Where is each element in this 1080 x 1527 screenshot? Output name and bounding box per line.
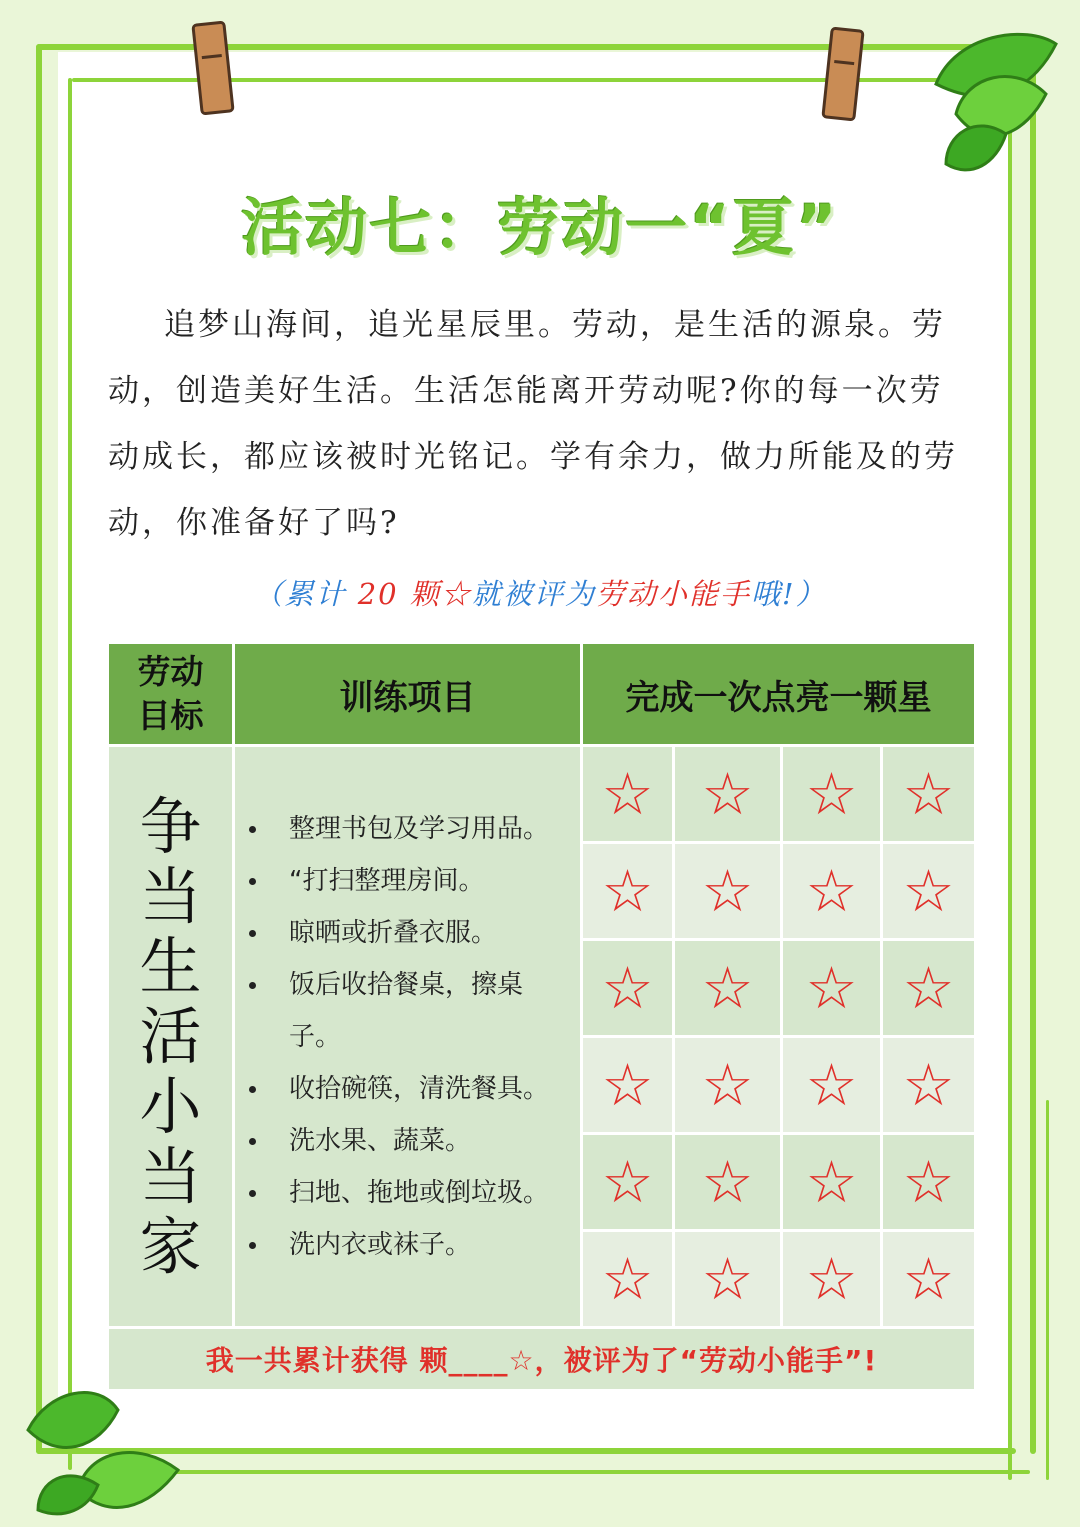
star-cell[interactable] xyxy=(882,746,976,843)
star-cell[interactable] xyxy=(782,746,882,843)
star-cell[interactable] xyxy=(582,1231,674,1328)
list-item: 洗水果、蔬菜。 xyxy=(289,1115,580,1167)
star-icon: ☆ xyxy=(805,1051,858,1119)
star-icon: ☆ xyxy=(601,760,654,828)
list-item: 洗内衣或袜子。 xyxy=(289,1219,580,1271)
star-icon: ☆ xyxy=(805,1148,858,1216)
goal-char: 生 xyxy=(139,929,202,1003)
note-mid: 就被评为 xyxy=(471,577,596,611)
intro-paragraph: 追梦山海间，追光星辰里。劳动，是生活的源泉。劳动，创造美好生活。生活怎能离开劳动呢?你的每一次劳动成长，都应该被时光铭记。学有余力，做力所能及的劳动，你准备好了吗? xyxy=(108,307,958,541)
star-icon: ☆ xyxy=(601,1148,654,1216)
star-cell[interactable] xyxy=(882,1231,976,1328)
star-icon: ☆ xyxy=(701,760,754,828)
frame-line xyxy=(90,1470,1030,1474)
table-row xyxy=(108,746,976,843)
star-icon: ☆ xyxy=(902,1148,955,1216)
item-list xyxy=(235,803,580,1271)
star-icon: ☆ xyxy=(701,857,754,925)
page-title: 活动七：劳动一“夏” xyxy=(241,191,839,264)
reward-note xyxy=(0,572,1080,613)
list-item: 整理书包及学习用品。 xyxy=(289,803,580,855)
star-cell[interactable] xyxy=(582,1037,674,1134)
leaf-cluster-icon xyxy=(916,24,1066,184)
star-cell[interactable] xyxy=(674,940,782,1037)
table-header-row xyxy=(108,643,976,746)
header-stars: 完成一次点亮一颗星 xyxy=(582,643,976,746)
list-item: 晾晒或折叠衣服。 xyxy=(289,907,580,959)
star-cell[interactable] xyxy=(782,1037,882,1134)
goal-char: 争 xyxy=(139,789,202,863)
star-cell[interactable] xyxy=(674,746,782,843)
star-icon: ☆ xyxy=(601,857,654,925)
star-icon: ☆ xyxy=(805,760,858,828)
goal-char: 当 xyxy=(139,859,202,933)
star-cell[interactable] xyxy=(782,843,882,940)
footer-text: 我一共累计获得 颗____☆，被评为了“劳动小能手”! xyxy=(108,1328,976,1391)
goal-char: 活 xyxy=(139,999,202,1073)
star-cell[interactable] xyxy=(782,940,882,1037)
star-icon: ☆ xyxy=(902,1051,955,1119)
frame-line xyxy=(68,78,72,1470)
list-item: 扫地、拖地或倒垃圾。 xyxy=(289,1167,580,1219)
star-icon: ☆ xyxy=(601,1051,654,1119)
list-item: 饭后收拾餐桌，擦桌子。 xyxy=(289,959,580,1063)
star-cell[interactable] xyxy=(582,843,674,940)
star-cell[interactable] xyxy=(782,1231,882,1328)
star-icon: ☆ xyxy=(805,1245,858,1313)
star-icon: ☆ xyxy=(701,1148,754,1216)
star-icon: ☆ xyxy=(902,857,955,925)
goal-char: 家 xyxy=(139,1209,202,1283)
star-cell[interactable] xyxy=(882,940,976,1037)
labor-table xyxy=(106,641,977,1392)
leaf-cluster-icon xyxy=(18,1370,188,1520)
frame-line xyxy=(1046,1100,1049,1480)
star-cell[interactable] xyxy=(882,843,976,940)
star-cell[interactable] xyxy=(582,940,674,1037)
table-footer-row xyxy=(108,1328,976,1391)
header-items: 训练项目 xyxy=(234,643,582,746)
star-cell[interactable] xyxy=(882,1134,976,1231)
star-cell[interactable] xyxy=(674,1037,782,1134)
star-icon: ☆ xyxy=(701,954,754,1022)
star-cell[interactable] xyxy=(582,746,674,843)
goal-char: 当 xyxy=(139,1139,202,1213)
items-cell xyxy=(234,746,582,1328)
note-open: （累计 xyxy=(253,577,347,611)
star-cell[interactable] xyxy=(582,1134,674,1231)
star-icon: ☆ xyxy=(902,760,955,828)
list-item: “打扫整理房间。 xyxy=(289,855,580,907)
star-icon: ☆ xyxy=(701,1245,754,1313)
list-item: 收拾碗筷，清洗餐具。 xyxy=(289,1063,580,1115)
star-cell[interactable] xyxy=(674,1134,782,1231)
header-goal: 劳动 目标 xyxy=(108,643,234,746)
star-icon: ☆ xyxy=(601,954,654,1022)
frame-line xyxy=(36,44,1036,50)
star-cell[interactable] xyxy=(782,1134,882,1231)
goal-cell xyxy=(108,746,234,1328)
star-icon: ☆ xyxy=(902,1245,955,1313)
goal-text xyxy=(109,789,232,1283)
frame-line xyxy=(1008,130,1012,1480)
star-icon: ☆ xyxy=(902,954,955,1022)
note-close: 哦!） xyxy=(750,577,827,611)
star-cell[interactable] xyxy=(882,1037,976,1134)
goal-char: 小 xyxy=(139,1069,202,1143)
star-icon: ☆ xyxy=(701,1051,754,1119)
note-title: 劳动小能手 xyxy=(595,577,751,611)
star-icon: ☆ xyxy=(601,1245,654,1313)
star-icon: ☆ xyxy=(805,954,858,1022)
star-cell[interactable] xyxy=(674,1231,782,1328)
note-count: 20 颗☆ xyxy=(357,577,472,611)
star-cell[interactable] xyxy=(674,843,782,940)
star-icon: ☆ xyxy=(805,857,858,925)
